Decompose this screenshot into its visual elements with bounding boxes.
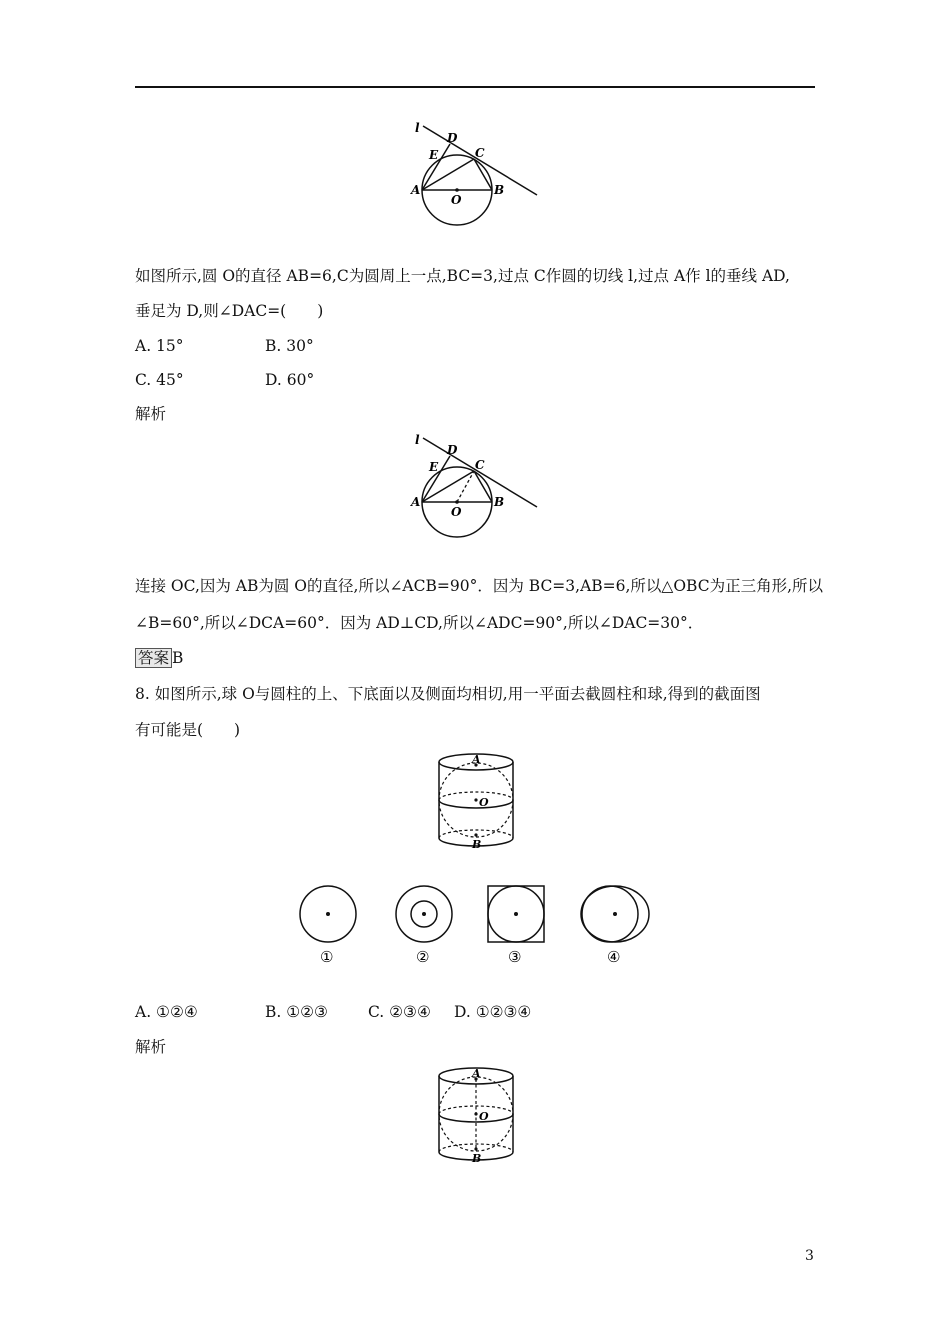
svg-text:E: E <box>429 460 439 474</box>
svg-text:B: B <box>494 495 505 509</box>
q7-analysis-line1: 连接 OC,因为 AB为圆 O的直径,所以∠ACB=90°．因为 BC=3,AB=6,所以△OBC为正三角形,所以 <box>135 577 824 595</box>
q8-stem-line1: 8. 如图所示,球 O与圆柱的上、下底面以及侧面均相切,用一平面去截圆柱和球,得到的截面图 <box>135 685 761 703</box>
svg-text:C: C <box>475 458 485 472</box>
header-rule <box>135 86 815 88</box>
svg-text:B: B <box>472 1152 482 1165</box>
q8-option-d: D. ①②③④ <box>454 1003 532 1021</box>
cylinder-sphere-analysis-figure <box>432 1062 522 1170</box>
q7-option-c: C. 45° <box>135 371 184 389</box>
q7-answer <box>135 647 183 669</box>
q7-stem-line2: 垂足为 D,则∠DAC=( ) <box>135 302 324 320</box>
q8-option-a: A. ①②④ <box>135 1003 198 1021</box>
circle-tangent-analysis-figure <box>405 432 545 542</box>
q7-analysis-label: 解析 <box>135 405 167 423</box>
svg-text:A: A <box>472 753 481 766</box>
q7-option-d: D. 60° <box>265 371 315 389</box>
svg-text:A: A <box>411 495 421 509</box>
circle-tangent-figure <box>405 120 545 230</box>
svg-text:D: D <box>447 443 458 457</box>
svg-text:A: A <box>472 1067 481 1080</box>
svg-text:l: l <box>415 433 420 447</box>
svg-text:l: l <box>415 121 420 135</box>
q7-option-b: B. 30° <box>265 337 314 355</box>
q7-analysis-line2: ∠B=60°,所以∠DCA=60°．因为 AD⊥CD,所以∠ADC=90°,所以∠DAC=30°． <box>135 614 704 632</box>
answer-label: 答案 <box>135 648 172 668</box>
q8-stem-line2: 有可能是( ) <box>135 721 241 739</box>
page-number: 3 <box>805 1248 814 1264</box>
q8-analysis-label: 解析 <box>135 1038 167 1056</box>
svg-text:E: E <box>429 148 439 162</box>
section-4 <box>581 886 649 966</box>
q7-stem-line1: 如图所示,圆 O的直径 AB=6,C为圆周上一点,BC=3,过点 C作圆的切线 l,过点 A作 l的垂线 AD, <box>135 267 790 285</box>
cylinder-sphere-figure <box>432 748 522 856</box>
svg-text:B: B <box>472 838 482 851</box>
section-1 <box>300 886 356 966</box>
svg-text:B: B <box>494 183 505 197</box>
svg-text:O: O <box>451 505 462 519</box>
svg-text:O: O <box>479 1110 489 1123</box>
q8-option-b: B. ①②③ <box>265 1003 328 1021</box>
svg-text:②: ② <box>416 948 430 966</box>
section-figures <box>290 880 670 970</box>
svg-text:C: C <box>475 146 485 160</box>
section-3 <box>488 886 544 966</box>
svg-text:①: ① <box>320 948 334 966</box>
svg-text:O: O <box>479 796 489 809</box>
section-2 <box>396 886 452 966</box>
svg-text:③: ③ <box>508 948 522 966</box>
svg-text:A: A <box>411 183 421 197</box>
svg-text:O: O <box>451 193 462 207</box>
svg-text:D: D <box>447 131 458 145</box>
q7-option-a: A. 15° <box>135 337 184 355</box>
q8-option-c: C. ②③④ <box>368 1003 431 1021</box>
svg-text:④: ④ <box>607 948 621 966</box>
answer-value: B <box>172 649 184 667</box>
